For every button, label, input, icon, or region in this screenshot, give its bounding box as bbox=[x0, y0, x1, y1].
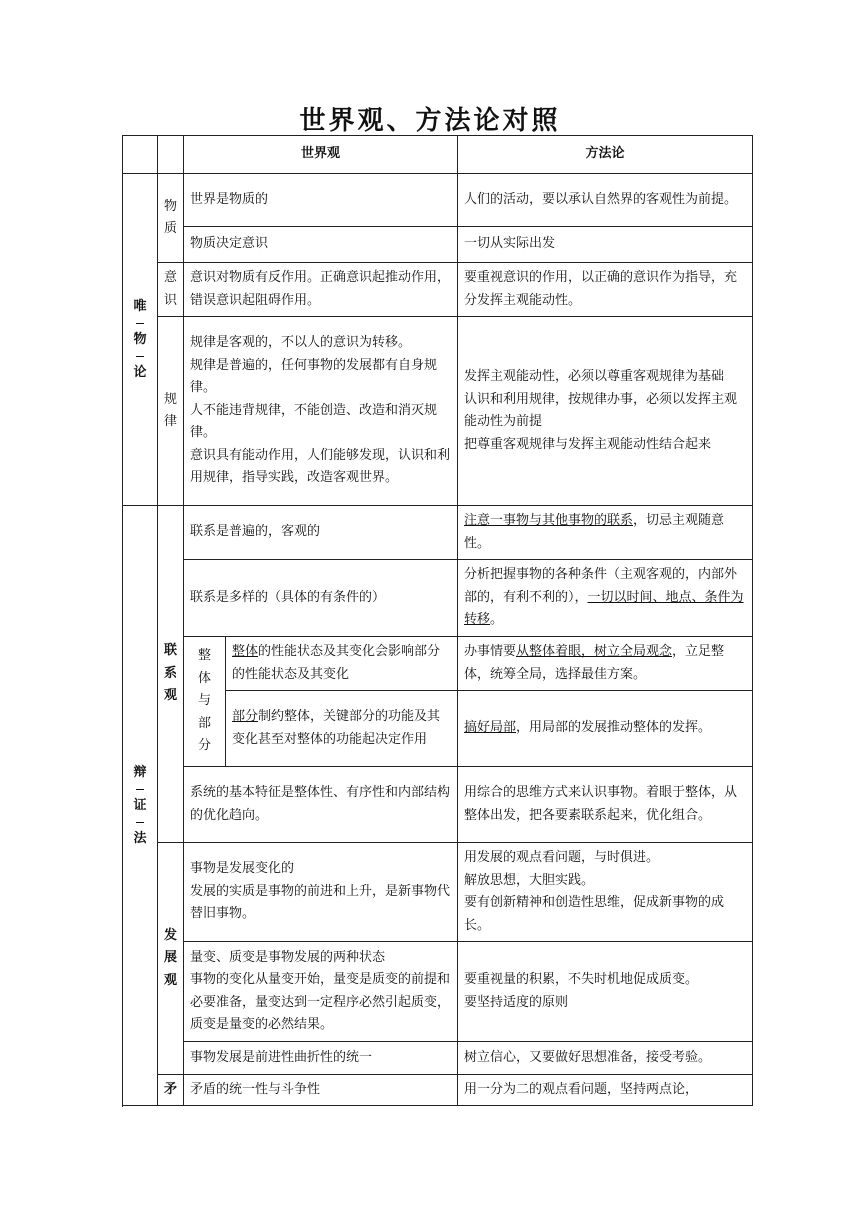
header-empty-cell bbox=[158, 136, 184, 174]
methodology-cell: 搞好局部，用局部的发展推动整体的发挥。 bbox=[458, 691, 753, 767]
methodology-cell: 人们的活动，要以承认自然界的客观性为前提。 bbox=[458, 174, 753, 227]
methodology-cell: 注意一事物与其他事物的联系，切忌主观随意性。 bbox=[458, 506, 753, 560]
table-row bbox=[123, 1042, 753, 1075]
separator-mark bbox=[136, 789, 144, 790]
subcategory-consciousness: 意 识 bbox=[158, 263, 184, 317]
methodology-cell: 树立信心，又要做好思想准备，接受考验。 bbox=[458, 1042, 753, 1075]
worldview-cell: 事物发展是前进性曲折性的统一 bbox=[184, 1042, 458, 1075]
subcategory-law: 规 律 bbox=[158, 317, 184, 506]
comparison-table bbox=[122, 135, 753, 1106]
methodology-cell: 用综合的思维方式来认识事物。着眼于整体，从整体出发，把各要素联系起来，优化组合。 bbox=[458, 767, 753, 843]
separator-mark bbox=[136, 323, 144, 324]
worldview-cell: 规律是客观的，不以人的意识为转移。 规律是普遍的，任何事物的发展都有自身规律。 人不能违背规律，不能创造、改造和消灭规律。 意识具有能动作用，人们能够发现，认识和利用规律，指导实践，改造客观世界。 bbox=[184, 317, 458, 506]
table-row bbox=[123, 1075, 753, 1106]
methodology-cell: 要重视量的积累，不失时机地促成质变。 要坚持适度的原则 bbox=[458, 942, 753, 1042]
subcategory-matter: 物 质 bbox=[158, 174, 184, 263]
table-header-row bbox=[123, 136, 753, 174]
header-worldview: 世界观 bbox=[184, 136, 458, 174]
table-row bbox=[123, 843, 753, 942]
worldview-cell: 部分制约整体，关键部分的功能及其变化甚至对整体的功能起决定作用 bbox=[226, 691, 458, 767]
worldview-cell: 事物是发展变化的 发展的实质是事物的前进和上升，是新事物代替旧事物。 bbox=[184, 843, 458, 942]
worldview-cell: 意识对物质有反作用。正确意识起推动作用，错误意识起阻碍作用。 bbox=[184, 263, 458, 317]
worldview-cell: 整体的性能状态及其变化会影响部分的性能状态及其变化 bbox=[226, 637, 458, 691]
subcategory-connection: 联 系 观 bbox=[158, 506, 184, 843]
methodology-cell: 用一分为二的观点看问题，坚持两点论， bbox=[458, 1075, 753, 1106]
table-row bbox=[123, 506, 753, 560]
table-row bbox=[123, 637, 753, 691]
methodology-cell: 要重视意识的作用，以正确的意识作为指导，充分发挥主观能动性。 bbox=[458, 263, 753, 317]
header-empty-cell bbox=[123, 136, 158, 174]
methodology-cell: 办事情要从整体着眼，树立全局观念，立足整体，统筹全局，选择最佳方案。 bbox=[458, 637, 753, 691]
table-row bbox=[123, 767, 753, 843]
worldview-cell: 量变、质变是事物发展的两种状态 事物的变化从量变开始，量变是质变的前提和必要准备，量变达到一定程序必然引起质变，质变是量变的必然结果。 bbox=[184, 942, 458, 1042]
table-row bbox=[123, 227, 753, 263]
methodology-cell: 用发展的观点看问题，与时俱进。 解放思想，大胆实践。 要有创新精神和创造性思维，促成新事物的成长。 bbox=[458, 843, 753, 942]
worldview-cell: 联系是普遍的，客观的 bbox=[184, 506, 458, 560]
worldview-cell: 联系是多样的（具体的有条件的） bbox=[184, 560, 458, 637]
subcategory-contradiction: 矛 bbox=[158, 1075, 184, 1106]
table-row bbox=[123, 174, 753, 227]
table-row bbox=[123, 317, 753, 506]
worldview-cell: 系统的基本特征是整体性、有序性和内部结构的优化趋向。 bbox=[184, 767, 458, 843]
methodology-cell: 一切从实际出发 bbox=[458, 227, 753, 263]
category-materialism: 唯 物 论 bbox=[123, 174, 158, 506]
table-row bbox=[123, 263, 753, 317]
methodology-cell: 分析把握事物的各种条件（主观客观的，内部外部的，有利不利的），一切以时间、地点、条件为转移。 bbox=[458, 560, 753, 637]
worldview-cell: 物质决定意识 bbox=[184, 227, 458, 263]
worldview-cell: 世界是物质的 bbox=[184, 174, 458, 227]
worldview-cell: 矛盾的统一性与斗争性 bbox=[184, 1075, 458, 1106]
page-title: 世界观、方法论对照 bbox=[299, 106, 561, 136]
subcategory-whole-part: 整 体 与 部 分 bbox=[184, 637, 226, 767]
category-dialectics: 辩 证 法 bbox=[123, 506, 158, 1106]
methodology-cell: 发挥主观能动性，必须以尊重客观规律为基础 认识和利用规律，按规律办事，必须以发挥主观能动性为前提 把尊重客观规律与发挥主观能动性结合起来 bbox=[458, 317, 753, 506]
header-methodology: 方法论 bbox=[458, 136, 753, 174]
table-row bbox=[123, 560, 753, 637]
table-row bbox=[123, 942, 753, 1042]
subcategory-development: 发 展 观 bbox=[158, 843, 184, 1075]
separator-mark bbox=[136, 356, 144, 357]
separator-mark bbox=[136, 822, 144, 823]
